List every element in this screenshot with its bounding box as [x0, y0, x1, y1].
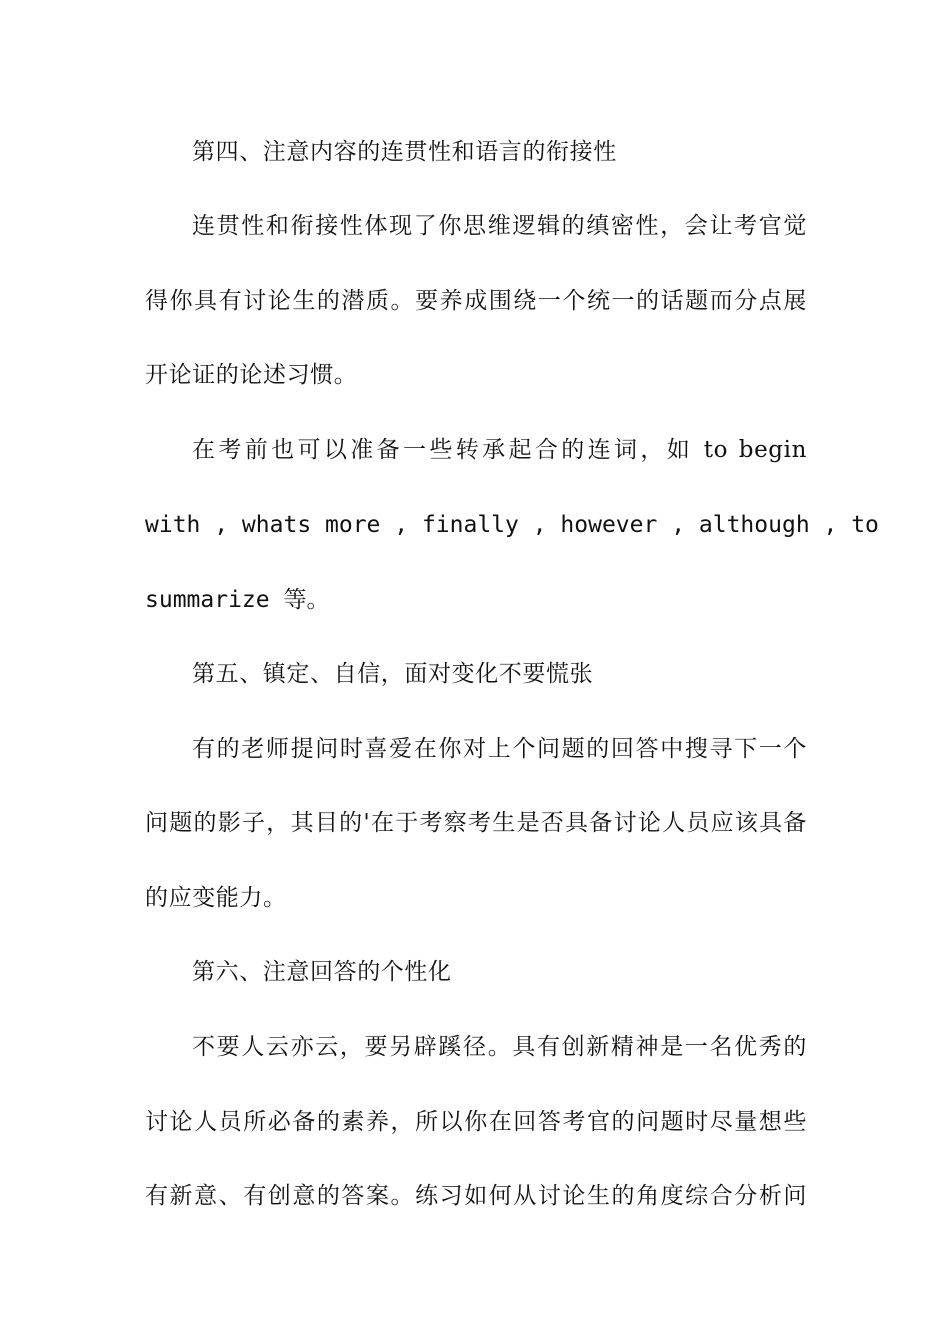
paragraph-line: 连贯性和衔接性体现了你思维逻辑的缜密性，会让考官觉 — [192, 213, 807, 239]
paragraph-line: 有新意、有创意的答案。练习如何从讨论生的角度综合分析问 — [145, 1183, 807, 1209]
paragraph-line: 的应变能力。 — [145, 885, 287, 911]
section-heading-5: 第五、镇定、自信，面对变化不要慌张 — [192, 661, 594, 687]
paragraph-line: 在考前也可以准备一些转承起合的连词，如 to begin — [192, 437, 807, 463]
paragraph-line: 有的老师提问时喜爱在你对上个问题的回答中搜寻下一个 — [192, 736, 807, 762]
paragraph-line: summarize 等。 — [145, 587, 330, 613]
paragraph-line: with , whats more , finally , however , although , to — [145, 512, 879, 538]
paragraph-line: 不要人云亦云，要另辟蹊径。具有创新精神是一名优秀的 — [192, 1034, 807, 1060]
section-heading-4: 第四、注意内容的连贯性和语言的衔接性 — [192, 139, 617, 165]
section-heading-6: 第六、注意回答的个性化 — [192, 959, 452, 985]
paragraph-line: 讨论人员所必备的素养，所以你在回答考官的问题时尽量想些 — [145, 1109, 807, 1135]
paragraph-line: 得你具有讨论生的潜质。要养成围绕一个统一的话题而分点展 — [145, 288, 807, 314]
paragraph-line: 问题的影子，其目的'在于考察考生是否具备讨论人员应该具备 — [145, 810, 807, 836]
paragraph-line: 开论证的论述习惯。 — [145, 362, 358, 388]
